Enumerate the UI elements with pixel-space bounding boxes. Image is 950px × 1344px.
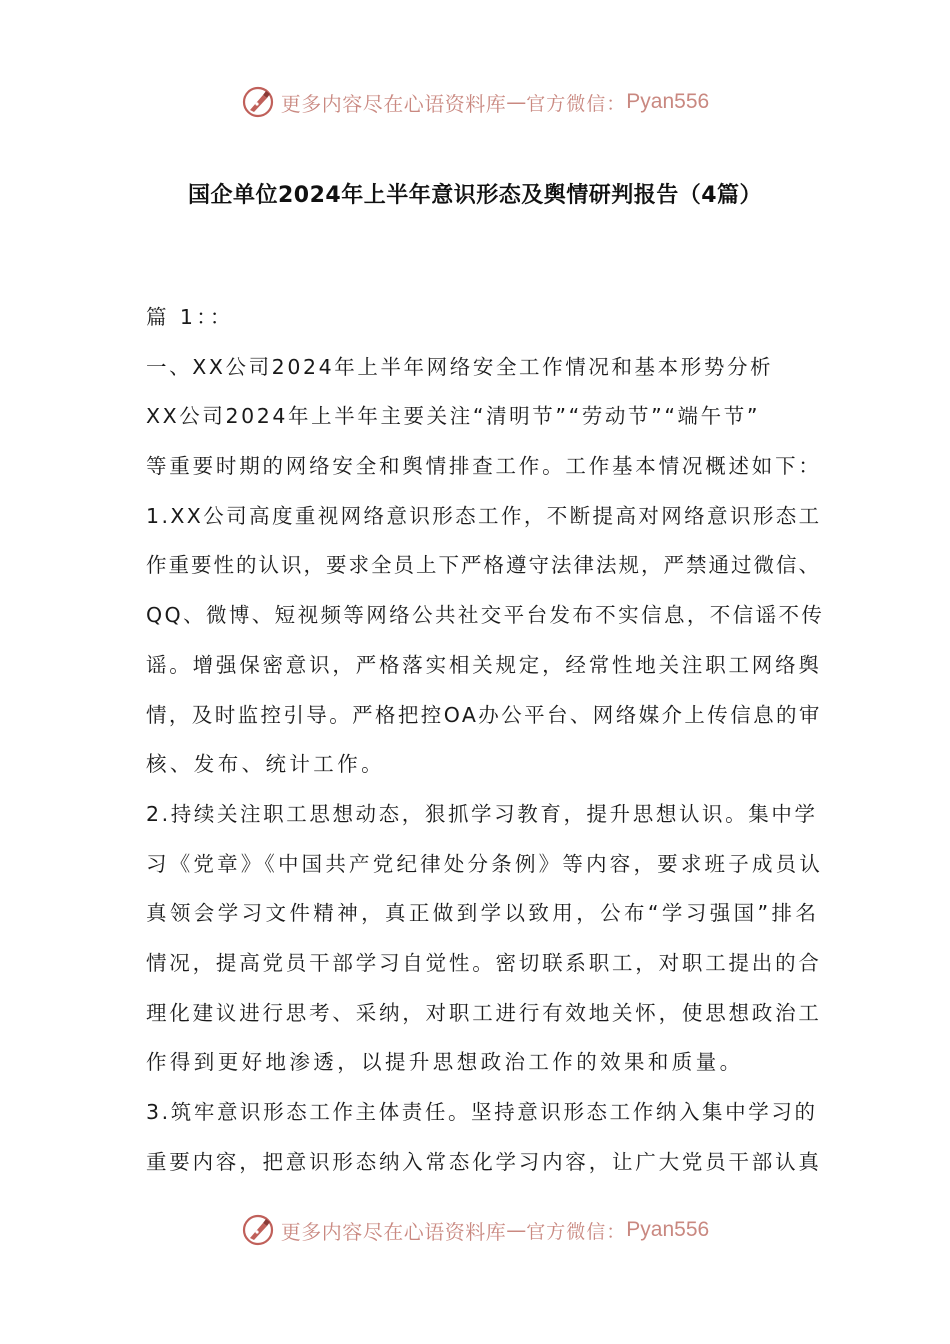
body-line: QQ、微博、短视频等网络公共社交平台发布不实信息，不信谣不传 <box>146 603 825 628</box>
watermark-separator: — <box>506 1218 527 1242</box>
body-line: 作得到更好地渗透，以提升思想政治工作的效果和质量。 <box>146 1050 744 1075</box>
watermark-wechat-label: 官方微信： <box>526 92 627 115</box>
body-line: 3.筑牢意识形态工作主体责任。坚持意识形态工作纳入集中学习的 <box>146 1100 818 1124</box>
watermark-footer <box>0 1210 950 1250</box>
body-line: 理化建议进行思考、采纳，对职工进行有效地关怀，使思想政治工 <box>146 1000 822 1025</box>
body-line: 重要内容，把意识形态纳入常态化学习内容，让广大党员干部认真 <box>146 1149 822 1174</box>
body-line: 谣。增强保密意识，严格落实相关规定，经常性地关注职工网络舆 <box>146 652 822 677</box>
body-line: 2.持续关注职工思想动态，狠抓学习教育，提升思想认识。集中学 <box>146 801 818 826</box>
watermark-site-text: 更多内容尽在心语资料库 <box>280 1219 507 1244</box>
pen-nib-logo-icon <box>241 85 275 119</box>
body-line: 一、XX公司2024年上半年网络安全工作情况和基本形势分析 <box>146 354 774 379</box>
document-title: 国企单位2024年上半年意识形态及舆情研判报告（4篇） <box>187 183 763 208</box>
watermark-wechat-label: 官方微信： <box>526 1220 627 1243</box>
body-line: 作重要性的认识，要求全员上下严格遵守法律法规，严禁通过微信、 <box>146 553 821 578</box>
watermark-wechat-id: Pyan556 <box>626 90 710 113</box>
document-body <box>146 300 826 1194</box>
body-line: 篇 1：： <box>146 305 234 329</box>
body-line: 习《党章》《中国共产党纪律处分条例》等内容，要求班子成员认 <box>146 851 824 876</box>
watermark-separator: — <box>506 90 527 114</box>
pen-nib-logo-icon <box>241 1213 275 1247</box>
watermark-site-text: 更多内容尽在心语资料库 <box>280 91 507 116</box>
body-line: 情况，提高党员干部学习自觉性。密切联系职工，对职工提出的合 <box>146 950 822 975</box>
body-line: 情，及时监控引导。严格把控OA办公平台、网络媒介上传信息的审 <box>146 702 822 727</box>
body-line: XX公司2024年上半年主要关注“清明节”“劳动节”“端午节” <box>146 404 761 429</box>
watermark-header <box>0 82 950 122</box>
body-line: 真领会学习文件精神，真正做到学以致用，公布“学习强国”排名 <box>146 901 820 926</box>
body-line: 核、发布、统计工作。 <box>146 752 385 777</box>
body-line: 等重要时期的网络安全和舆情排查工作。工作基本情况概述如下： <box>146 454 822 479</box>
watermark-wechat-id: Pyan556 <box>626 1218 710 1241</box>
body-line: 1.XX公司高度重视网络意识形态工作，不断提高对网络意识形态工 <box>146 503 822 528</box>
